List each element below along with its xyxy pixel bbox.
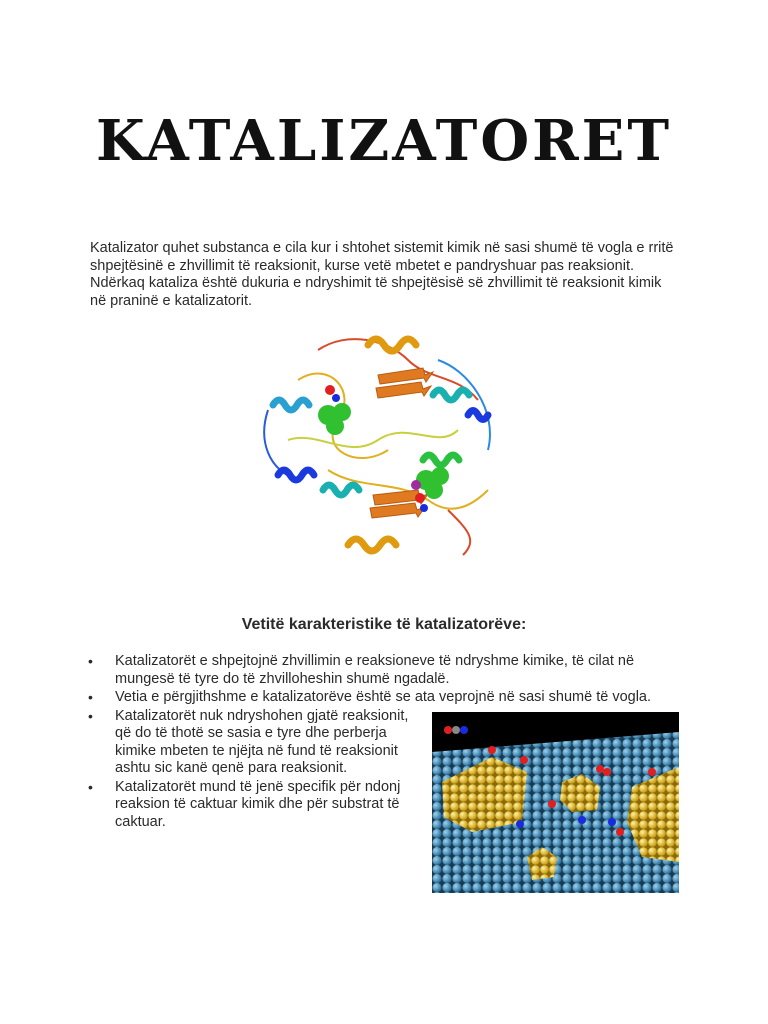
- list-item: • Katalizatorët e shpejtojnë zhvillimin e reaksioneve të ndryshme kimike, të cilat në mungesë të tyre do të zhvilloheshin shumë ngadalë.: [88, 653, 688, 688]
- list-item: • Vetia e përgjithshme e katalizatorëve është se ata veprojnë në sasi shumë të vogla.: [88, 689, 688, 707]
- protein-ribbon-image: [238, 320, 530, 580]
- list-item: • Katalizatorët mund të jenë specifik për ndonj reaksion të caktuar kimik dhe për substrat të caktuar.: [88, 779, 420, 832]
- section-subtitle: Vetitë karakteristike të katalizatorëve:: [241, 616, 527, 633]
- intro-paragraph: Katalizator quhet substanca e cila kur i shtohet sistemit kimik në sasi shumë të vogla e rritë shpejtësinë e zhvillimit të reaksionit, kurse vetë mbetet e pandryshuar pas reaksionit. Ndërkaq kataliza është dukuria e ndryshimit të shpejtësisë së zhvillimit të reaksionit kimik në praninë e katalizatorit.: [90, 240, 674, 309]
- document-title: KATALIZATORET: [95, 108, 673, 174]
- list-item: • Katalizatorët nuk ndryshohen gjatë reaksionit, që do të thotë se sasia e tyre dhe perberja kimike mbeten te njëjta në fund të reaksionit ashtu sic kanë qenë para reaksionit.: [88, 708, 420, 778]
- catalyst-surface-image: [432, 712, 679, 893]
